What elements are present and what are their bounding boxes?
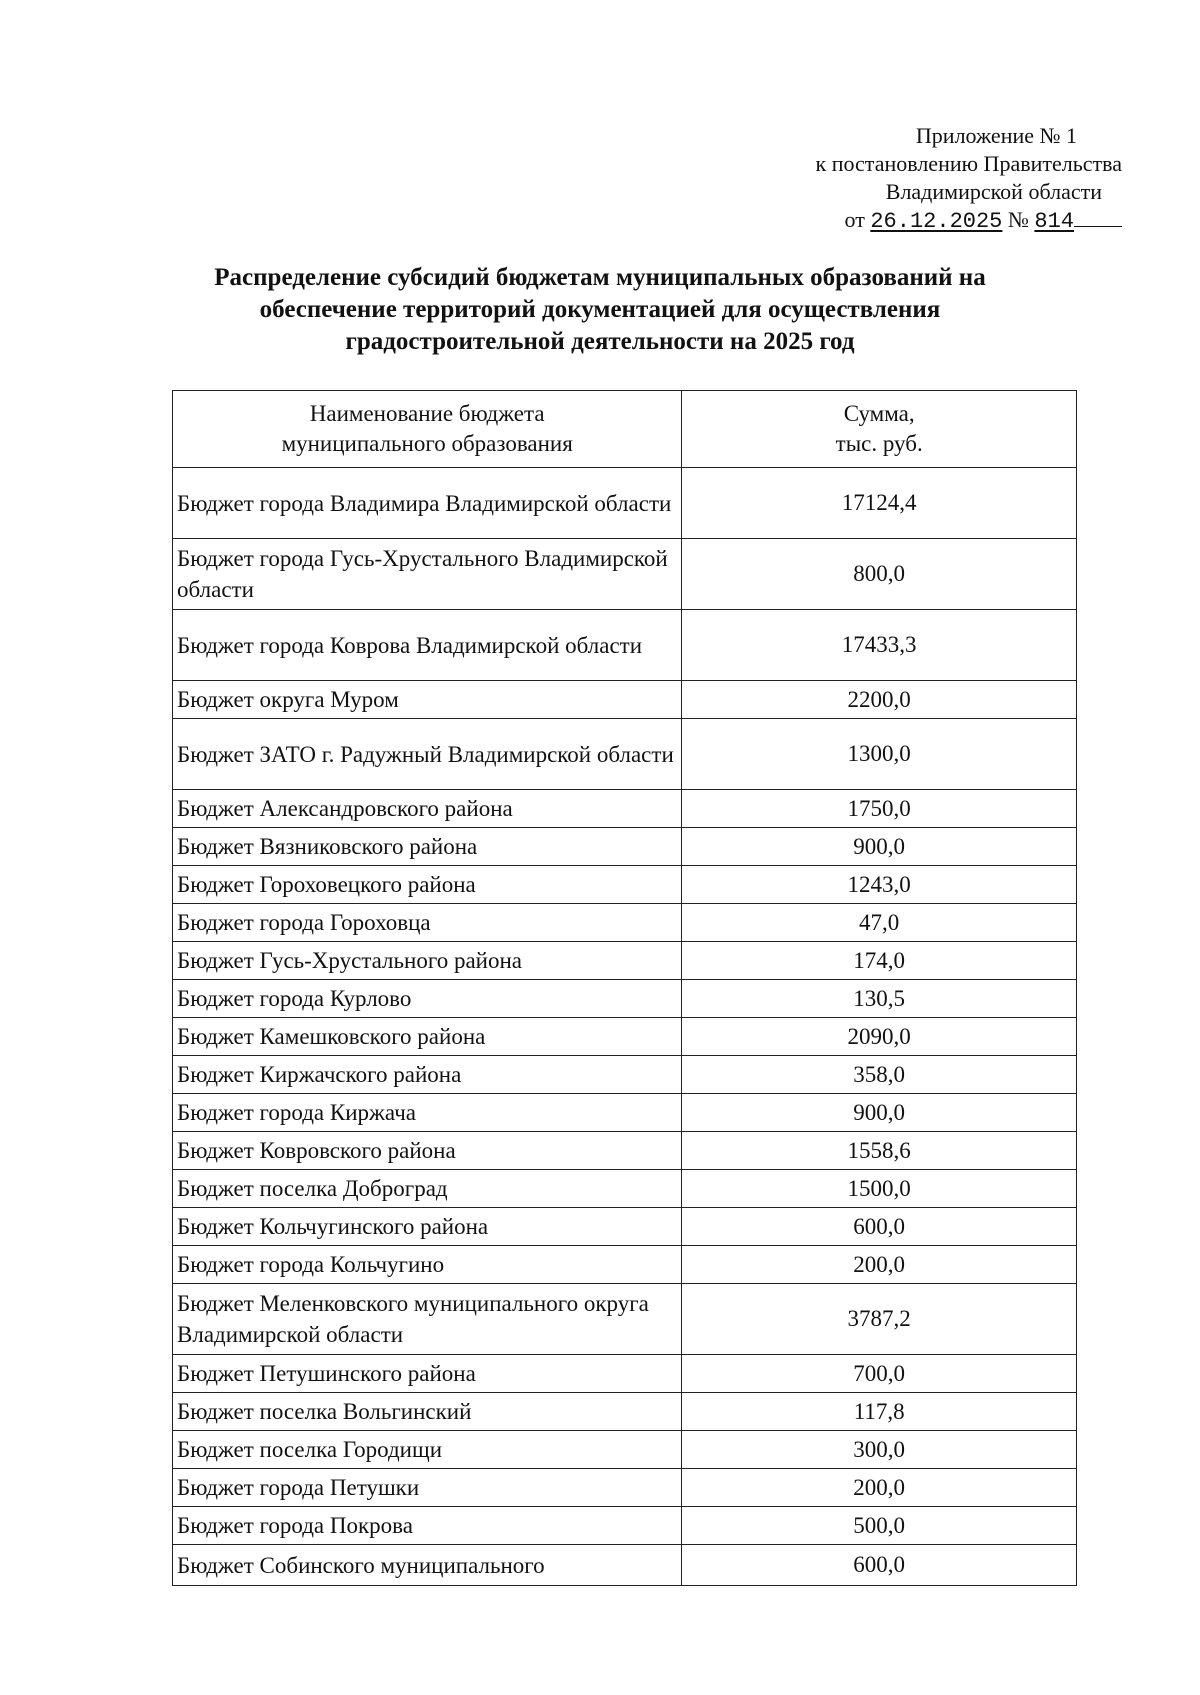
amount-cell: 47,0 (682, 904, 1077, 942)
header-name (173, 391, 682, 468)
budget-name-cell: Бюджет Петушинского района (173, 1355, 682, 1393)
amount-cell: 600,0 (682, 1208, 1077, 1246)
table-row (173, 942, 1077, 980)
resolution-number: 814 (1034, 209, 1074, 234)
amount-cell: 500,0 (682, 1507, 1077, 1545)
budget-name-cell: Бюджет поселка Доброград (173, 1170, 682, 1208)
table-row (173, 1132, 1077, 1170)
budget-name-cell: Бюджет города Коврова Владимирской области (173, 610, 682, 681)
table-row (173, 828, 1077, 866)
document-title (150, 262, 1050, 358)
budget-name-cell: Бюджет города Покрова (173, 1507, 682, 1545)
budget-name-cell: Бюджет Ковровского района (173, 1132, 682, 1170)
title-line-1: Распределение субсидий бюджетам муниципальных образований на (214, 264, 986, 291)
budget-name-cell: Бюджет Собинского муниципального (173, 1545, 682, 1586)
table-row (173, 1393, 1077, 1431)
amount-cell: 200,0 (682, 1469, 1077, 1507)
number-prefix: № (1007, 207, 1029, 232)
header-name-line-1: Наименование бюджета (309, 401, 545, 426)
amount-cell: 1300,0 (682, 719, 1077, 790)
amount-cell: 358,0 (682, 1056, 1077, 1094)
table-row (173, 904, 1077, 942)
table-row (173, 1208, 1077, 1246)
budget-name-cell: Бюджет города Гороховца (173, 904, 682, 942)
budget-name-cell: Бюджет округа Муром (173, 681, 682, 719)
table-header-row (173, 391, 1077, 468)
table-body (173, 468, 1077, 1586)
title-line-3: градостроительной деятельности на 2025 год (345, 328, 855, 355)
amount-cell: 700,0 (682, 1355, 1077, 1393)
table-row (173, 1284, 1077, 1355)
table-row (173, 1094, 1077, 1132)
appendix-region: Владимирской области (885, 179, 1102, 204)
budget-name-cell: Бюджет Кольчугинского района (173, 1208, 682, 1246)
amount-cell: 17124,4 (682, 468, 1077, 539)
table-row (173, 1018, 1077, 1056)
appendix-resolution: к постановлению Правительства (815, 151, 1122, 176)
budget-name-cell: Бюджет города Петушки (173, 1469, 682, 1507)
amount-cell: 117,8 (682, 1393, 1077, 1431)
budget-name-cell: Бюджет Киржачского района (173, 1056, 682, 1094)
budget-name-cell: Бюджет Камешковского района (173, 1018, 682, 1056)
table-row (173, 1545, 1077, 1586)
table-row (173, 790, 1077, 828)
budget-name-cell: Бюджет города Киржача (173, 1094, 682, 1132)
table-row (173, 1431, 1077, 1469)
header-amount-line-2: тыс. руб. (835, 431, 923, 456)
appendix-date-line (722, 206, 1122, 236)
appendix-block (722, 122, 1122, 236)
amount-cell: 900,0 (682, 1094, 1077, 1132)
amount-cell: 174,0 (682, 942, 1077, 980)
table-row (173, 1056, 1077, 1094)
header-amount (682, 391, 1077, 468)
subsidy-table-container (172, 390, 1077, 1586)
table-row (173, 539, 1077, 610)
amount-cell: 1243,0 (682, 866, 1077, 904)
appendix-title: Приложение № 1 (915, 123, 1077, 148)
table-row (173, 719, 1077, 790)
title-line-2: обеспечение территорий документацией для осуществления (259, 296, 941, 323)
subsidy-table (172, 390, 1077, 1586)
amount-cell: 3787,2 (682, 1284, 1077, 1355)
budget-name-cell: Бюджет поселка Городищи (173, 1431, 682, 1469)
budget-name-cell: Бюджет города Кольчугино (173, 1246, 682, 1284)
table-row (173, 610, 1077, 681)
amount-cell: 600,0 (682, 1545, 1077, 1586)
header-amount-line-1: Сумма, (843, 401, 915, 426)
budget-name-cell: Бюджет Гороховецкого района (173, 866, 682, 904)
budget-name-cell: Бюджет Александровского района (173, 790, 682, 828)
amount-cell: 1558,6 (682, 1132, 1077, 1170)
table-row (173, 1469, 1077, 1507)
budget-name-cell: Бюджет города Владимира Владимирской области (173, 468, 682, 539)
amount-cell: 17433,3 (682, 610, 1077, 681)
budget-name-cell: Бюджет ЗАТО г. Радужный Владимирской области (173, 719, 682, 790)
resolution-date: 26.12.2025 (870, 209, 1003, 234)
amount-cell: 2200,0 (682, 681, 1077, 719)
table-row (173, 980, 1077, 1018)
budget-name-cell: Бюджет Гусь-Хрустального района (173, 942, 682, 980)
table-row (173, 866, 1077, 904)
budget-name-cell: Бюджет поселка Вольгинский (173, 1393, 682, 1431)
amount-cell: 900,0 (682, 828, 1077, 866)
table-row (173, 1170, 1077, 1208)
amount-cell: 130,5 (682, 980, 1077, 1018)
amount-cell: 300,0 (682, 1431, 1077, 1469)
budget-name-cell: Бюджет Меленковского муниципального округа Владимирской области (173, 1284, 682, 1355)
amount-cell: 1750,0 (682, 790, 1077, 828)
table-row (173, 468, 1077, 539)
amount-cell: 800,0 (682, 539, 1077, 610)
table-row (173, 1355, 1077, 1393)
budget-name-cell: Бюджет города Гусь-Хрустального Владимирской области (173, 539, 682, 610)
table-row (173, 1246, 1077, 1284)
table-row (173, 1507, 1077, 1545)
budget-name-cell: Бюджет Вязниковского района (173, 828, 682, 866)
table-row (173, 681, 1077, 719)
amount-cell: 2090,0 (682, 1018, 1077, 1056)
date-prefix: от (844, 207, 865, 232)
budget-name-cell: Бюджет города Курлово (173, 980, 682, 1018)
header-name-line-2: муниципального образования (281, 431, 573, 456)
amount-cell: 1500,0 (682, 1170, 1077, 1208)
number-underline (1074, 210, 1122, 227)
amount-cell: 200,0 (682, 1246, 1077, 1284)
